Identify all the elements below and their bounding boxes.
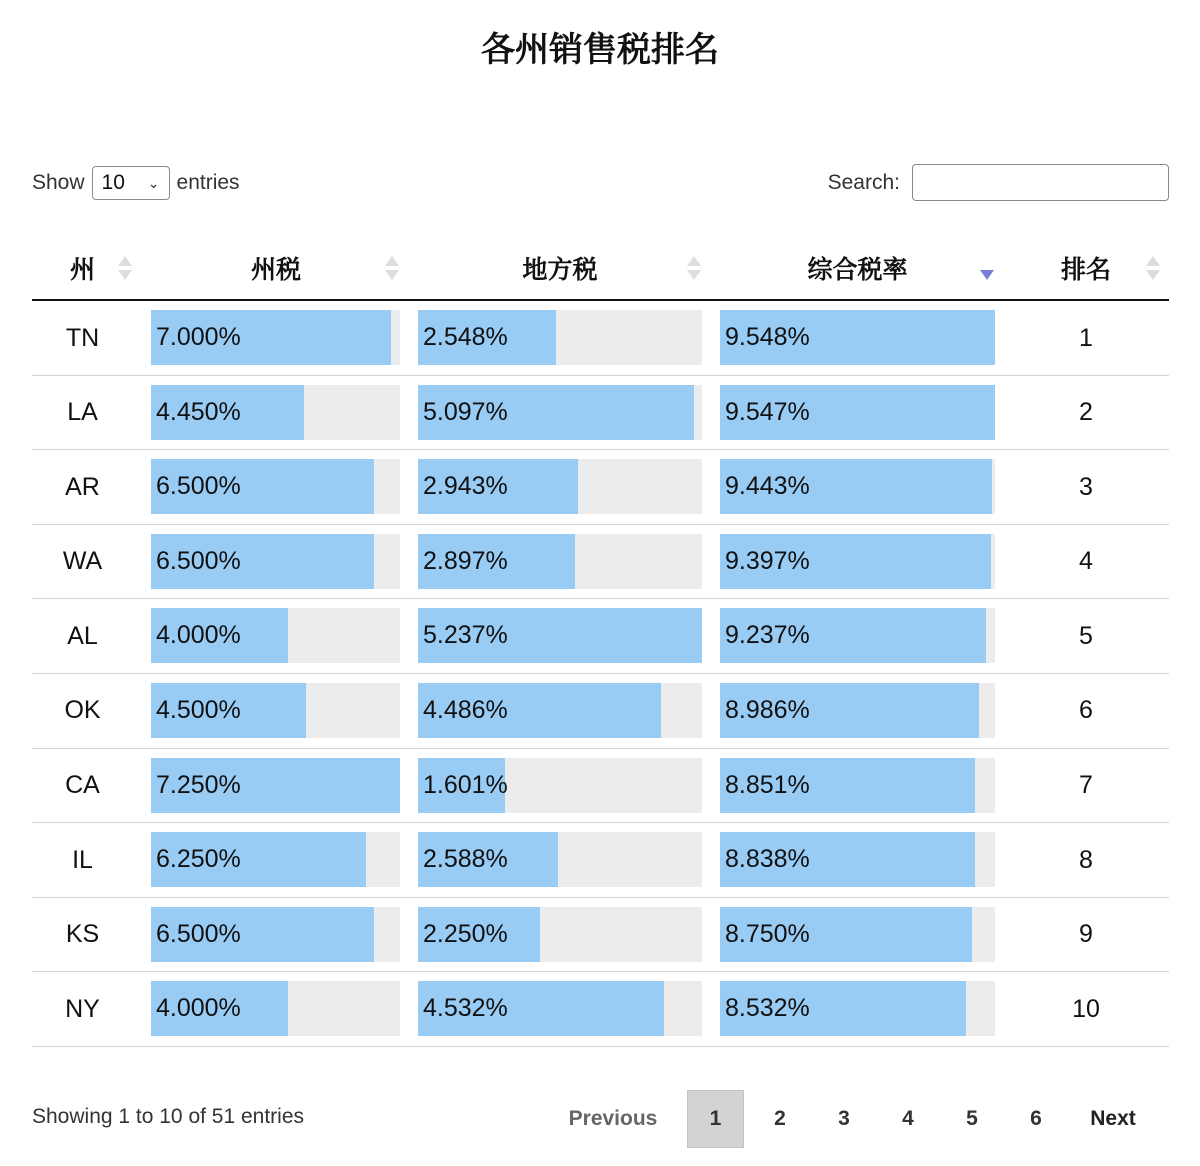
local-tax-cell [418,683,702,738]
table-row [32,376,1169,451]
column-header-label: 排名 [1060,254,1111,284]
table-body [32,301,1169,1047]
column-header-local-tax[interactable] [418,236,702,299]
state-tax-value: 4.450% [156,397,241,426]
table-row [32,450,1169,525]
rank-cell: 7 [1079,771,1093,800]
state-tax-value: 4.500% [156,695,241,724]
tax-table [32,236,1169,1047]
sort-icon[interactable] [118,256,132,282]
local-tax-value: 2.548% [423,323,508,351]
state-tax-value: 6.500% [156,472,241,501]
state-tax-value: 6.500% [156,919,241,948]
combined-value: 8.851% [725,770,810,799]
rank-cell: 3 [1079,472,1093,501]
combined-cell [720,683,995,738]
local-tax-value: 1.601% [423,770,508,799]
entries-label: entries [176,171,240,194]
local-tax-cell [418,310,702,365]
pagination [543,1090,1158,1148]
combined-value: 8.838% [725,845,810,874]
local-tax-cell [418,981,702,1036]
search-control [828,164,1169,201]
rank-cell: 6 [1079,696,1093,725]
entries-select-value: 10 [101,171,125,194]
local-tax-cell [418,385,702,440]
state-tax-cell [151,459,400,514]
column-header-label: 州 [69,254,95,284]
local-tax-value: 5.097% [423,397,508,426]
search-input[interactable] [912,164,1169,201]
state-cell: CA [65,771,100,800]
combined-value: 8.986% [725,695,810,724]
state-tax-cell [151,534,400,589]
state-tax-cell [151,758,400,813]
page-title: 各州销售税排名 [481,30,719,70]
combined-cell [720,832,995,887]
table-row [32,898,1169,973]
state-tax-value: 6.250% [156,845,241,874]
table-row [32,823,1169,898]
column-header-rank[interactable] [1019,236,1153,299]
combined-cell [720,608,995,663]
rank-cell: 2 [1079,398,1093,427]
local-tax-cell [418,758,702,813]
state-tax-cell [151,683,400,738]
state-cell: IL [72,845,93,874]
state-tax-cell [151,608,400,663]
rank-cell: 1 [1079,323,1093,352]
sort-icon[interactable] [385,256,399,282]
next-button[interactable]: Next [1090,1107,1136,1130]
sort-icon[interactable] [1146,256,1160,282]
state-tax-cell [151,907,400,962]
state-cell: AR [65,472,100,501]
page-button-5[interactable]: 5 [966,1107,978,1130]
state-tax-value: 4.000% [156,994,241,1023]
state-tax-value: 7.000% [156,323,241,351]
rank-cell: 4 [1079,547,1093,576]
local-tax-value: 5.237% [423,621,508,650]
combined-cell [720,534,995,589]
state-tax-cell [151,832,400,887]
state-tax-cell [151,981,400,1036]
combined-value: 9.237% [725,621,810,650]
state-tax-value: 4.000% [156,621,241,650]
table-row [32,749,1169,824]
local-tax-cell [418,459,702,514]
table-info: Showing 1 to 10 of 51 entries [32,1105,305,1128]
column-header-label: 州税 [250,254,301,284]
local-tax-value: 2.943% [423,472,508,501]
previous-button[interactable]: Previous [568,1107,658,1130]
combined-cell [720,385,995,440]
state-tax-cell [151,310,400,365]
state-cell: TN [65,323,100,352]
table-row [32,674,1169,749]
combined-value: 8.750% [725,919,810,948]
combined-cell [720,459,995,514]
rank-cell: 9 [1079,920,1093,949]
sort-icon[interactable] [687,256,701,282]
page-button-6[interactable]: 6 [1030,1107,1042,1130]
state-tax-cell [151,385,400,440]
page-button-3[interactable]: 3 [838,1107,850,1130]
state-cell: OK [64,696,101,725]
state-tax-value: 7.250% [156,770,241,799]
sort-descending-icon[interactable] [980,256,994,282]
page-button-4[interactable]: 4 [902,1107,914,1130]
table-row [32,599,1169,674]
local-tax-cell [418,534,702,589]
local-tax-value: 2.250% [423,919,508,948]
rank-cell: 5 [1079,621,1093,650]
search-label: Search: [827,170,900,194]
combined-cell [720,907,995,962]
table-row [32,972,1169,1047]
combined-cell [720,981,995,1036]
state-cell: NY [65,994,100,1023]
chevron-down-icon: ⌄ [147,174,160,191]
entries-length-control [32,166,240,200]
column-header-label: 地方税 [522,254,598,284]
combined-cell [720,758,995,813]
entries-select[interactable] [92,166,170,200]
local-tax-value: 2.588% [423,845,508,874]
column-header-state-tax[interactable] [152,236,400,299]
table-header [32,236,1169,301]
local-tax-cell [418,832,702,887]
table-row [32,301,1169,376]
state-cell: KS [65,920,100,949]
table-row [32,525,1169,600]
state-cell: AL [67,621,98,650]
state-tax-value: 6.500% [156,546,241,575]
combined-cell [720,310,995,365]
combined-value: 8.532% [725,994,810,1023]
state-cell: LA [67,398,98,427]
local-tax-cell [418,907,702,962]
state-cell: WA [62,547,103,576]
combined-value: 9.397% [725,546,810,575]
page-button-2[interactable]: 2 [774,1107,786,1130]
page-button-1[interactable]: 1 [687,1090,744,1148]
local-tax-value: 4.532% [423,994,508,1023]
combined-value: 9.443% [725,472,810,501]
combined-value: 9.548% [725,323,810,351]
local-tax-value: 4.486% [423,695,508,724]
local-tax-cell [418,608,702,663]
column-header-combined-rate[interactable] [720,236,995,299]
rank-cell: 10 [1072,994,1100,1023]
combined-value: 9.547% [725,397,810,426]
show-label: Show [32,171,85,194]
column-header-label: 综合税率 [807,254,908,284]
rank-cell: 8 [1079,845,1093,874]
local-tax-value: 2.897% [423,546,508,575]
